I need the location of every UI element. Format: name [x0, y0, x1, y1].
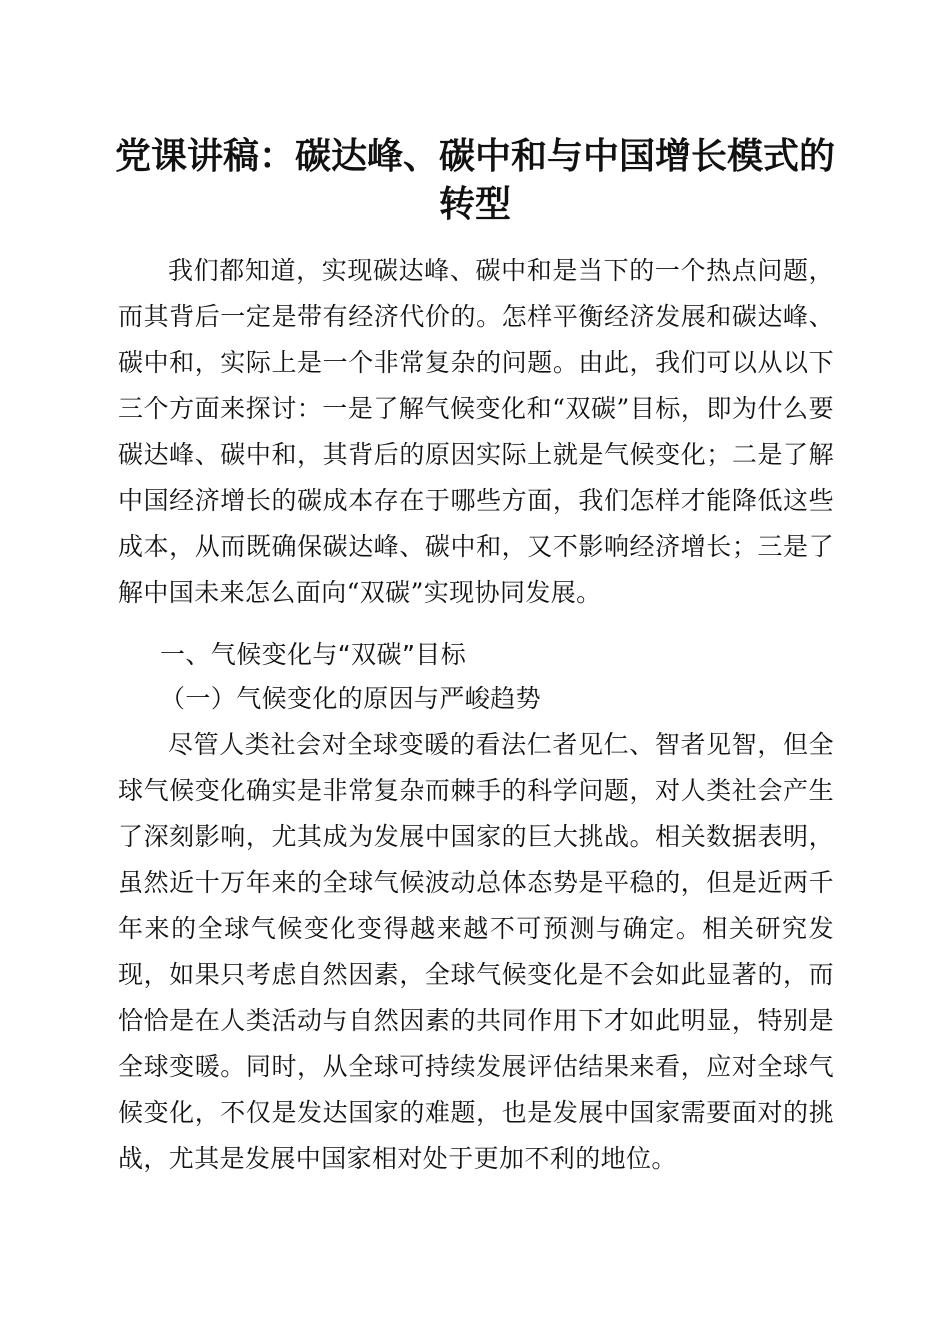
intro-paragraph: 我们都知道，实现碳达峰、碳中和是当下的一个热点问题，而其背后一定是带有经济代价的。怎样平衡经济发展和碳达峰、碳中和，实际上是一个非常复杂的问题。由此，我们可以从以下三个方面来探讨：一是了解气候变化和“双碳”目标，即为什么要碳达峰、碳中和，其背后的原因实际上就是气候变化；二是了解中国经济增长的碳成本存在于哪些方面，我们怎样才能降低这些成本，从而既确保碳达峰、碳中和，又不影响经济增长；三是了解中国未来怎么面向“双碳”实现协同发展。	[118, 256, 834, 607]
document-title: 党课讲稿：碳达峰、碳中和与中国增长模式的转型	[114, 135, 835, 225]
climate-change-paragraph: 尽管人类社会对全球变暖的看法仁者见仁、智者见智，但全球气候变化确实是非常复杂而棘手的科学问题，对人类社会产生了深刻影响，尤其成为发展中国家的巨大挑战。相关数据表明，虽然近十万年来的全球气候波动总体态势是平稳的，但是近两千年来的全球气候变化变得越来越不可预测与确定。相关研究发现，如果只考虑自然因素，全球气候变化是不会如此显著的，而恰恰是在人类活动与自然因素的共同作用下才如此明显，特别是全球变暖。同时，从全球可持续发展评估结果来看，应对全球气候变化，不仅是发达国家的难题，也是发展中国家需要面对的挑战，尤其是发展中国家相对处于更加不利的地位。	[118, 730, 834, 1173]
subsection-heading-climate-causes: （一）气候变化的原因与严峻趋势	[160, 684, 542, 713]
section-heading-climate-dual-carbon: 一、气候变化与“双碳”目标	[160, 640, 467, 669]
